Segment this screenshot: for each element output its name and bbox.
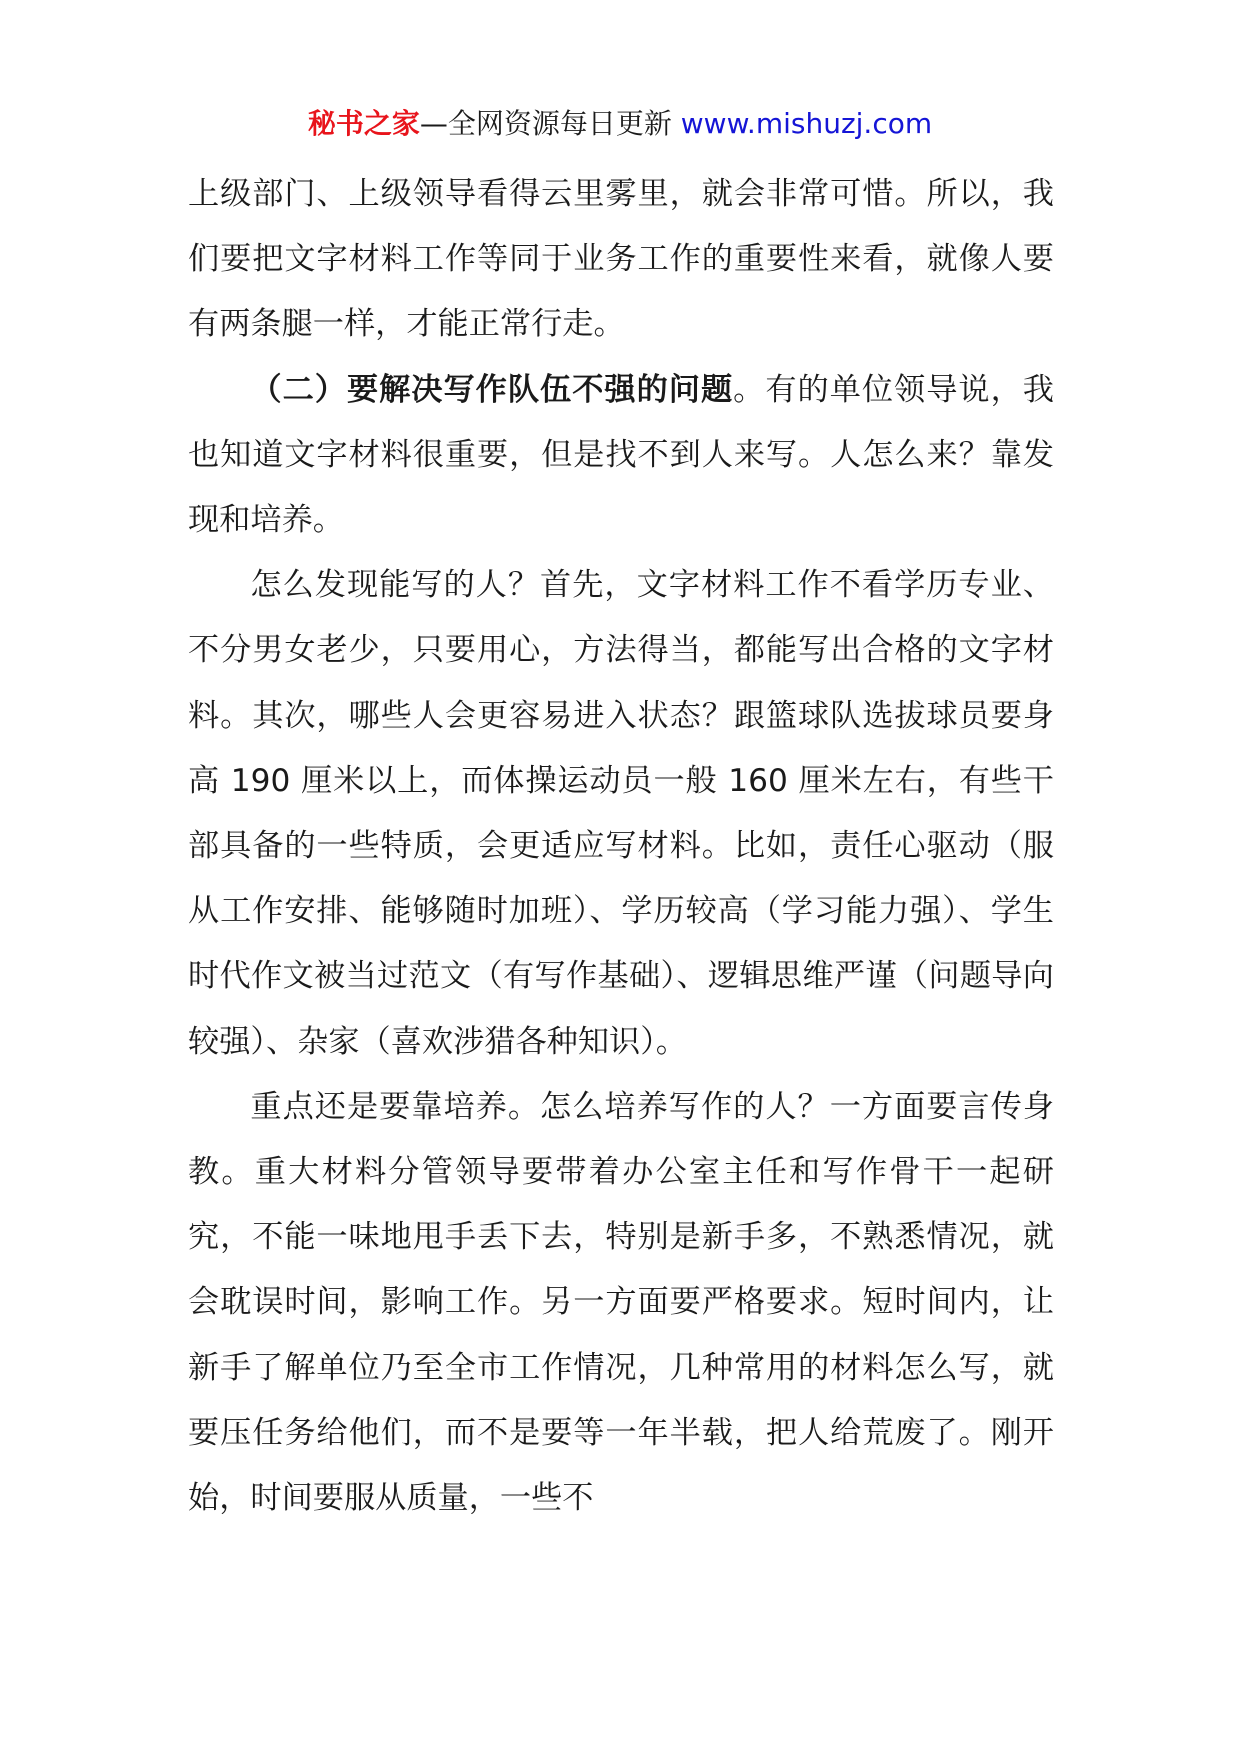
paragraph-2: [188, 358, 1054, 554]
section-heading: （二）要解决写作队伍不强的问题: [250, 371, 734, 408]
paragraph-2-text: 。有的单位领导说，我也知道文字材料很重要，但是找不到人来写。人怎么来？靠发现和培养。: [188, 371, 1054, 539]
page-header: [0, 104, 1240, 144]
paragraph-1: 上级部门、上级领导看得云里雾里，就会非常可惜。所以，我们要把文字材料工作等同于业务工作的重要性来看，就像人要有两条腿一样，才能正常行走。: [188, 176, 1054, 343]
header-url[interactable]: www.mishuzj.com: [680, 107, 933, 140]
paragraph-3: 怎么发现能写的人？首先，文字材料工作不看学历专业、不分男女老少，只要用心，方法得当，都能写出合格的文字材料。其次，哪些人会更容易进入状态？跟篮球队选拔球员要身高 190 厘米以上，而体操运动员一般 160 厘米左右，有些干部具备的一些特质，会更适应写材料。比如，责任心驱动（服从工作安排、能够随时加班）、学历较高（学习能力强）、学生时代作文被当过范文（有写作基础）、逻辑思维严谨（问题导向较强）、杂家（喜欢涉猎各种知识）。: [188, 567, 1054, 1060]
paragraph-4: 重点还是要靠培养。怎么培养写作的人？一方面要言传身教。重大材料分管领导要带着办公室主任和写作骨干一起研究，不能一味地甩手丢下去，特别是新手多，不熟悉情况，就会耽误时间，影响工作。另一方面要严格要求。短时间内，让新手了解单位乃至全市工作情况，几种常用的材料怎么写，就要压任务给他们，而不是要等一年半载，把人给荒废了。刚开始，时间要服从质量，一些不: [188, 1088, 1054, 1517]
document-body: [188, 162, 1054, 1531]
header-brand: 秘书之家: [307, 107, 420, 140]
header-tagline: —全网资源每日更新: [419, 107, 681, 140]
